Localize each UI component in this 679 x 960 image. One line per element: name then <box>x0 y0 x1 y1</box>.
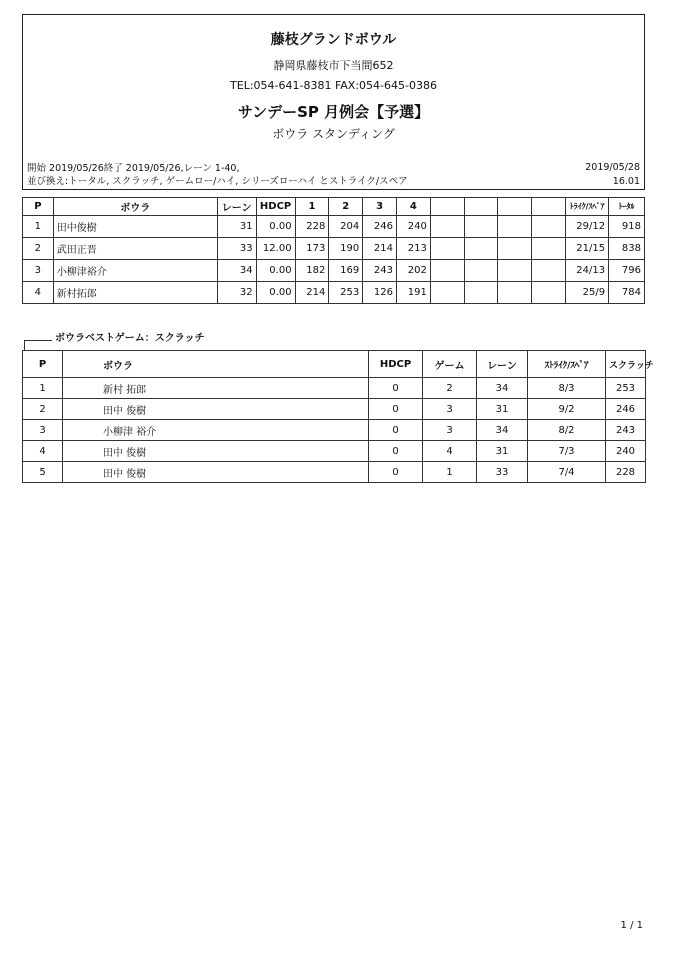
bowler-name: 田中俊樹 <box>53 216 217 238</box>
table-row <box>23 420 646 441</box>
table-row <box>23 216 645 238</box>
rank: 4 <box>23 282 54 304</box>
game-number: 3 <box>423 420 477 441</box>
col-header-empty <box>430 198 464 216</box>
bowler-name: 小柳津 裕介 <box>63 420 369 441</box>
page-number: 1 / 1 <box>620 920 643 931</box>
empty-cell <box>532 282 566 304</box>
hdcp: 0 <box>369 378 423 399</box>
col-header-p: P <box>23 351 63 378</box>
section-divider <box>24 340 52 341</box>
game-1: 228 <box>295 216 329 238</box>
venue-address: 静岡県藤枝市下当間652 <box>273 59 394 72</box>
col-header-scratch: スクラッチ <box>606 351 646 378</box>
game-2: 190 <box>329 238 363 260</box>
bowler-name: 武田正晋 <box>53 238 217 260</box>
hdcp: 0.00 <box>256 282 295 304</box>
game-4: 240 <box>397 216 431 238</box>
bowler-name: 田中 俊樹 <box>63 399 369 420</box>
best-game-table <box>22 350 654 483</box>
col-header-empty <box>464 198 498 216</box>
game-4: 202 <box>397 260 431 282</box>
game-number: 1 <box>423 462 477 483</box>
rank: 5 <box>23 462 63 483</box>
total: 784 <box>609 282 645 304</box>
hdcp: 12.00 <box>256 238 295 260</box>
strike-spare: 9/2 <box>528 399 606 420</box>
col-header-lane: レーン <box>477 351 528 378</box>
empty-cell <box>430 216 464 238</box>
sort-info: 並び換え:トータル, スクラッチ, ゲームロー/ハイ, シリーズローハイ とストライク/スペア <box>27 176 408 187</box>
game-number: 4 <box>423 441 477 462</box>
empty-cell <box>498 216 532 238</box>
date-range-info: 開始 2019/05/26終了 2019/05/26,レーン 1-40, <box>27 163 240 174</box>
scratch: 253 <box>606 378 646 399</box>
rank: 3 <box>23 420 63 441</box>
empty-cell <box>532 216 566 238</box>
lane: 31 <box>477 441 528 462</box>
strike-spare: 21/15 <box>566 238 609 260</box>
game-1: 214 <box>295 282 329 304</box>
strike-spare: 7/4 <box>528 462 606 483</box>
empty-cell <box>464 238 498 260</box>
rank: 4 <box>23 441 63 462</box>
venue-contact: TEL:054-641-8381 FAX:054-645-0386 <box>230 79 437 92</box>
bowler-name: 田中 俊樹 <box>63 441 369 462</box>
col-header-hdcp: HDCP <box>256 198 295 216</box>
hdcp: 0 <box>369 420 423 441</box>
print-date: 2019/05/28 <box>585 162 640 173</box>
rank: 3 <box>23 260 54 282</box>
table-row <box>23 238 645 260</box>
game-4: 213 <box>397 238 431 260</box>
col-header-g1: 1 <box>295 198 329 216</box>
scratch: 246 <box>606 399 646 420</box>
best-game-title: ボウラベストゲーム：スクラッチ <box>55 333 205 344</box>
col-header-g2: 2 <box>329 198 363 216</box>
lane: 34 <box>217 260 256 282</box>
strike-spare: 29/12 <box>566 216 609 238</box>
empty-cell <box>532 260 566 282</box>
game-4: 191 <box>397 282 431 304</box>
standings-table <box>22 197 645 304</box>
lane: 34 <box>477 420 528 441</box>
table-row <box>23 282 645 304</box>
total: 796 <box>609 260 645 282</box>
empty-cell <box>430 282 464 304</box>
hdcp: 0.00 <box>256 216 295 238</box>
hdcp: 0 <box>369 462 423 483</box>
col-header-strike-spare: ﾄﾗｲｸ/ｽﾍﾟｱ <box>566 198 609 216</box>
col-header-bowler: ボウラ <box>53 198 217 216</box>
table-row <box>23 441 646 462</box>
game-3: 126 <box>363 282 397 304</box>
game-2: 253 <box>329 282 363 304</box>
strike-spare: 8/3 <box>528 378 606 399</box>
strike-spare: 7/3 <box>528 441 606 462</box>
venue-name: 藤枝グランドボウル <box>270 32 397 48</box>
standings-header-row <box>23 198 645 216</box>
empty-cell <box>430 260 464 282</box>
game-number: 2 <box>423 378 477 399</box>
game-3: 246 <box>363 216 397 238</box>
empty-cell <box>464 260 498 282</box>
game-2: 169 <box>329 260 363 282</box>
hdcp: 0.00 <box>256 260 295 282</box>
table-row <box>23 260 645 282</box>
col-header-p: P <box>23 198 54 216</box>
strike-spare: 24/13 <box>566 260 609 282</box>
col-header-g4: 4 <box>397 198 431 216</box>
print-time: 16.01 <box>612 176 640 187</box>
game-2: 204 <box>329 216 363 238</box>
game-1: 173 <box>295 238 329 260</box>
hdcp: 0 <box>369 399 423 420</box>
col-header-strike-spare: ｽﾄﾗｲｸ/ｽﾍﾟｱ <box>528 351 606 378</box>
empty-cell <box>464 216 498 238</box>
hdcp: 0 <box>369 441 423 462</box>
total: 838 <box>609 238 645 260</box>
col-header-g3: 3 <box>363 198 397 216</box>
best-game-header-row <box>23 351 646 378</box>
section-divider <box>24 340 26 350</box>
strike-spare: 8/2 <box>528 420 606 441</box>
empty-cell <box>532 238 566 260</box>
col-header-total: ﾄｰﾀﾙ <box>609 198 645 216</box>
game-number: 3 <box>423 399 477 420</box>
lane: 31 <box>477 399 528 420</box>
empty-cell <box>430 238 464 260</box>
col-header-empty <box>532 198 566 216</box>
lane: 32 <box>217 282 256 304</box>
col-header-lane: レーン <box>217 198 256 216</box>
col-header-game: ゲーム <box>423 351 477 378</box>
scratch: 228 <box>606 462 646 483</box>
lane: 31 <box>217 216 256 238</box>
rank: 1 <box>23 378 63 399</box>
bowler-name: 新村 拓郎 <box>63 378 369 399</box>
rank: 2 <box>23 399 63 420</box>
scratch: 243 <box>606 420 646 441</box>
bowler-name: 田中 俊樹 <box>63 462 369 483</box>
rank: 1 <box>23 216 54 238</box>
report-subtitle: ボウラ スタンディング <box>272 127 395 141</box>
scratch: 240 <box>606 441 646 462</box>
game-1: 182 <box>295 260 329 282</box>
lane: 34 <box>477 378 528 399</box>
lane: 33 <box>477 462 528 483</box>
bowler-name: 新村拓郎 <box>53 282 217 304</box>
total: 918 <box>609 216 645 238</box>
rank: 2 <box>23 238 54 260</box>
col-header-empty <box>498 198 532 216</box>
empty-cell <box>498 238 532 260</box>
game-3: 214 <box>363 238 397 260</box>
report-header <box>22 14 645 190</box>
table-row <box>23 378 646 399</box>
bowler-name: 小柳津裕介 <box>53 260 217 282</box>
event-title: サンデーSP 月例会【予選】 <box>237 103 430 121</box>
strike-spare: 25/9 <box>566 282 609 304</box>
table-row <box>23 399 646 420</box>
empty-cell <box>498 260 532 282</box>
empty-cell <box>498 282 532 304</box>
table-row <box>23 462 646 483</box>
col-header-hdcp: HDCP <box>369 351 423 378</box>
lane: 33 <box>217 238 256 260</box>
game-3: 243 <box>363 260 397 282</box>
col-header-bowler: ボウラ <box>63 351 369 378</box>
empty-cell <box>464 282 498 304</box>
